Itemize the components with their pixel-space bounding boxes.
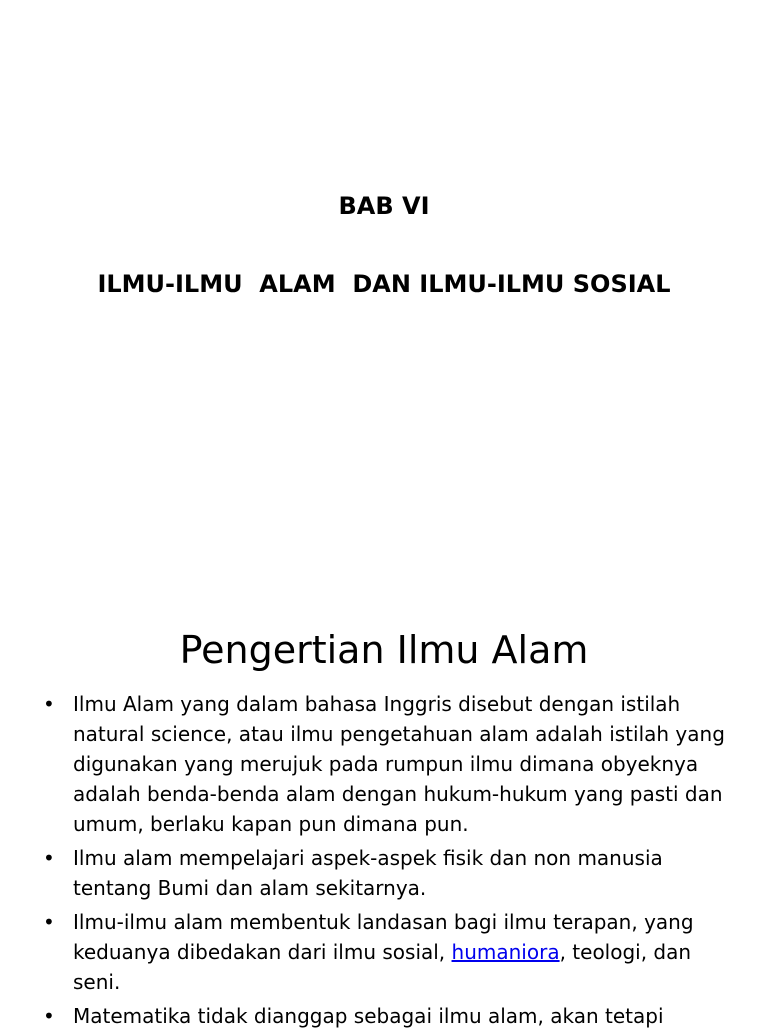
bullet-list [40,689,740,1035]
humaniora-link[interactable]: humaniora [451,940,560,964]
chapter-title: ILMU-ILMU ALAM DAN ILMU-ILMU SOSIAL [97,270,671,298]
bullet-icon: • [43,846,55,870]
bullet-icon: • [43,692,55,716]
bullet-text-after-link: , teologi, dan seni. [73,940,692,994]
bullet-text: Matematika tidak dianggap sebagai ilmu alam, akan tetapi [73,1004,664,1028]
content-slide [0,600,768,1028]
bullet-icon: • [43,910,55,934]
bullet-text: Ilmu alam mempelajari aspek-aspek fisik dan non manusia tentang Bumi dan alam sekitarnya. [73,846,663,900]
bullet-icon: • [43,1004,55,1028]
chapter-label: BAB VI [338,192,430,220]
bullet-text-before-link: Ilmu-ilmu alam membentuk landasan bagi ilmu terapan, yang keduanya dibedakan dari ilmu sosial, [73,910,694,964]
bullet-item [40,907,740,997]
bullet-item [40,1001,740,1031]
bullet-text: Ilmu Alam yang dalam bahasa Inggris disebut dengan istilah natural science, atau ilmu pengetahuan alam adalah istilah yang digunakan yang merujuk pada rumpun ilmu dimana obyeknya adalah benda-benda alam dengan hukum-hukum yang pasti dan umum, berlaku kapan pun dimana pun. [73,692,725,836]
bullet-item [40,689,740,839]
bullet-item [40,843,740,903]
section-heading: Pengertian Ilmu Alam [179,628,589,672]
